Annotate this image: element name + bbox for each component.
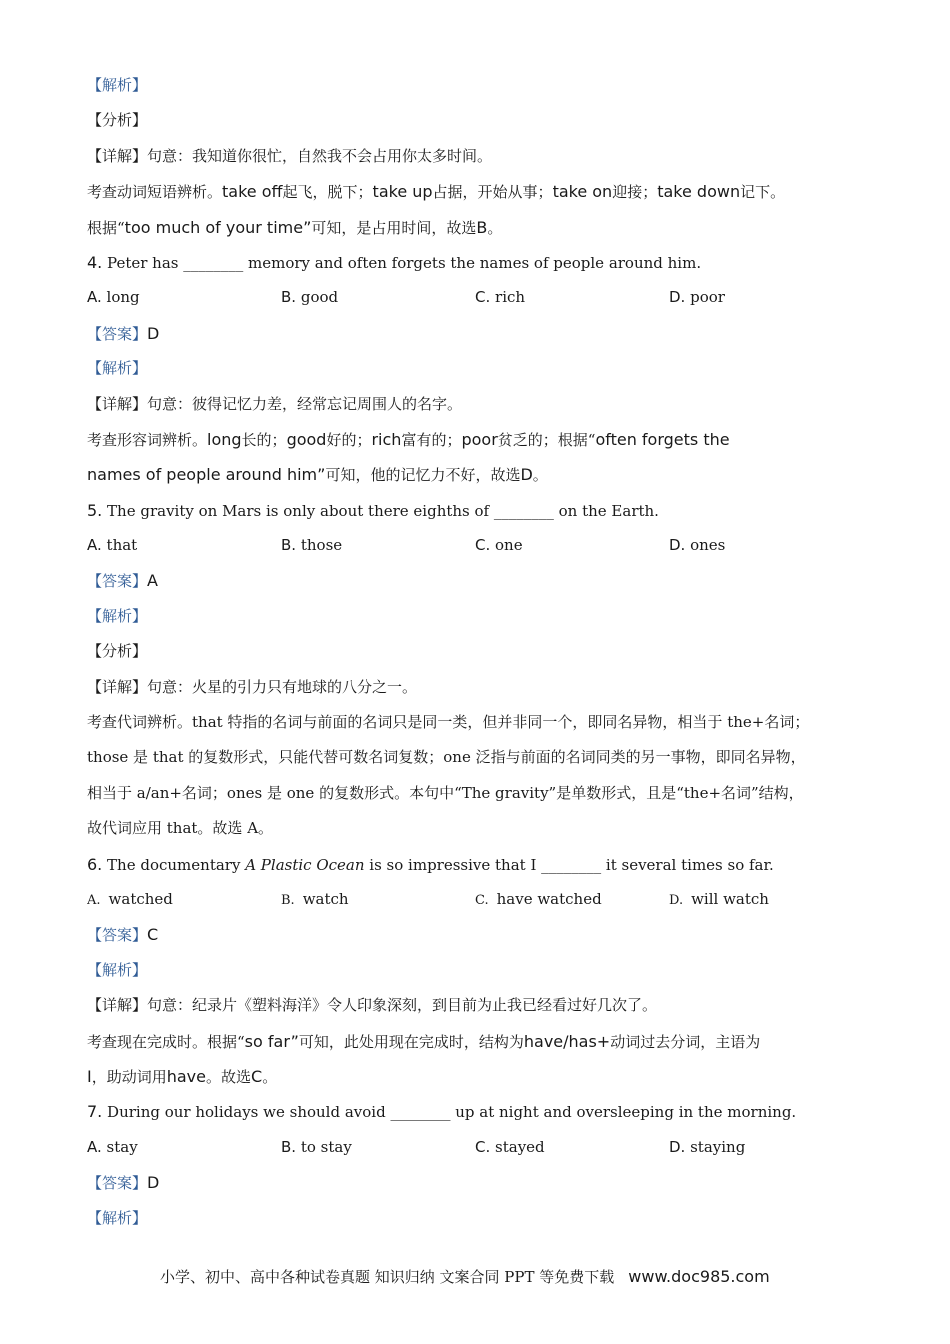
option-d: D. staying bbox=[669, 1137, 746, 1156]
explanation-line: 考查形容词辨析。long长的；good好的；rich富有的；poor贫乏的；根据“often forgets the bbox=[87, 429, 730, 449]
fenxi-heading: 【分析】 bbox=[87, 642, 148, 661]
explanation-line: those 是 that 的复数形式，只能代替可数名词复数；one 泛指与前面的名词同类的另一事物，即同名异物， bbox=[87, 748, 806, 767]
question-7-options bbox=[87, 1130, 877, 1165]
detail-line: 【详解】句意：纪录片《塑料海洋》令人印象深刻，到目前为止我已经看过好几次了。 bbox=[87, 996, 658, 1015]
answer-line: 【答案】D bbox=[87, 323, 160, 343]
option-c: C. stayed bbox=[475, 1137, 545, 1156]
explanation-line: names of people around him”可知，他的记忆力不好，故选D。 bbox=[87, 465, 548, 485]
option-b: B. those bbox=[281, 536, 343, 555]
explanation-line: 考查动词短语辨析。take off起飞，脱下；take up占据，开始从事；take on迎接；take down记下。 bbox=[87, 182, 786, 202]
page-footer bbox=[160, 1266, 770, 1287]
analysis-heading: 【解析】 bbox=[87, 359, 148, 378]
document-page bbox=[87, 68, 877, 1236]
analysis-heading: 【解析】 bbox=[87, 606, 148, 625]
analysis-heading: 【解析】 bbox=[87, 76, 148, 94]
option-c: C. one bbox=[475, 536, 523, 555]
explanation-line: 相当于 a/an+名词；ones 是 one 的复数形式。本句中“The gravity”是单数形式，且是“the+名词”结构， bbox=[87, 783, 804, 802]
analysis-heading: 【解析】 bbox=[87, 960, 148, 979]
question-4-options bbox=[87, 280, 877, 315]
explanation-line: 考查代词辨析。that 特指的名词与前面的名词只是同一类，但并非同一个，即同名异物，相当于 the+名词； bbox=[87, 713, 810, 732]
option-a: A. watched bbox=[87, 889, 173, 908]
option-b: B. to stay bbox=[281, 1137, 352, 1156]
footer-text: 小学、初中、高中各种试卷真题 知识归纳 文案合同 PPT 等免费下载 bbox=[160, 1268, 615, 1286]
answer-line: 【答案】D bbox=[87, 1173, 160, 1193]
option-b: B. good bbox=[281, 288, 339, 307]
answer-line: 【答案】A bbox=[87, 571, 158, 591]
question-7: 7. During our holidays we should avoid ________ up at night and oversleeping in the morning. bbox=[87, 1102, 797, 1122]
explanation-line: 考查现在完成时。根据“so far”可知，此处用现在完成时，结构为have/has+动词过去分词，主语为 bbox=[87, 1031, 761, 1051]
question-6-options bbox=[87, 882, 877, 917]
option-a: A. that bbox=[87, 536, 138, 555]
option-d: D. will watch bbox=[669, 889, 769, 908]
option-a: A. long bbox=[87, 288, 140, 307]
question-5: 5. The gravity on Mars is only about there eighths of ________ on the Earth. bbox=[87, 500, 659, 520]
detail-line: 【详解】句意：我知道你很忙，自然我不会占用你太多时间。 bbox=[87, 146, 493, 165]
conclusion-line: 根据“too much of your time”可知，是占用时间，故选B。 bbox=[87, 217, 503, 237]
option-c: C. rich bbox=[475, 288, 526, 307]
option-b: B. watch bbox=[281, 889, 349, 908]
footer-site-link[interactable]: www.doc985.com bbox=[628, 1267, 770, 1286]
detail-line: 【详解】句意：火星的引力只有地球的八分之一。 bbox=[87, 677, 418, 696]
explanation-line: 故代词应用 that。故选 A。 bbox=[87, 819, 274, 838]
detail-line: 【详解】句意：彼得记忆力差，经常忘记周围人的名字。 bbox=[87, 394, 463, 413]
question-4: 4. Peter has ________ memory and often forgets the names of people around him. bbox=[87, 252, 702, 272]
fenxi-heading: 【分析】 bbox=[87, 111, 148, 130]
answer-line: 【答案】C bbox=[87, 925, 159, 945]
option-c: C. have watched bbox=[475, 889, 602, 908]
question-5-options bbox=[87, 528, 877, 563]
option-a: A. stay bbox=[87, 1137, 138, 1156]
analysis-heading: 【解析】 bbox=[87, 1208, 148, 1227]
option-d: D. ones bbox=[669, 536, 726, 555]
question-6: 6. The documentary A Plastic Ocean is so impressive that I ________ it several times so far. bbox=[87, 854, 774, 874]
explanation-line: I，助动词用have。故选C。 bbox=[87, 1066, 278, 1086]
option-d: D. poor bbox=[669, 288, 725, 307]
